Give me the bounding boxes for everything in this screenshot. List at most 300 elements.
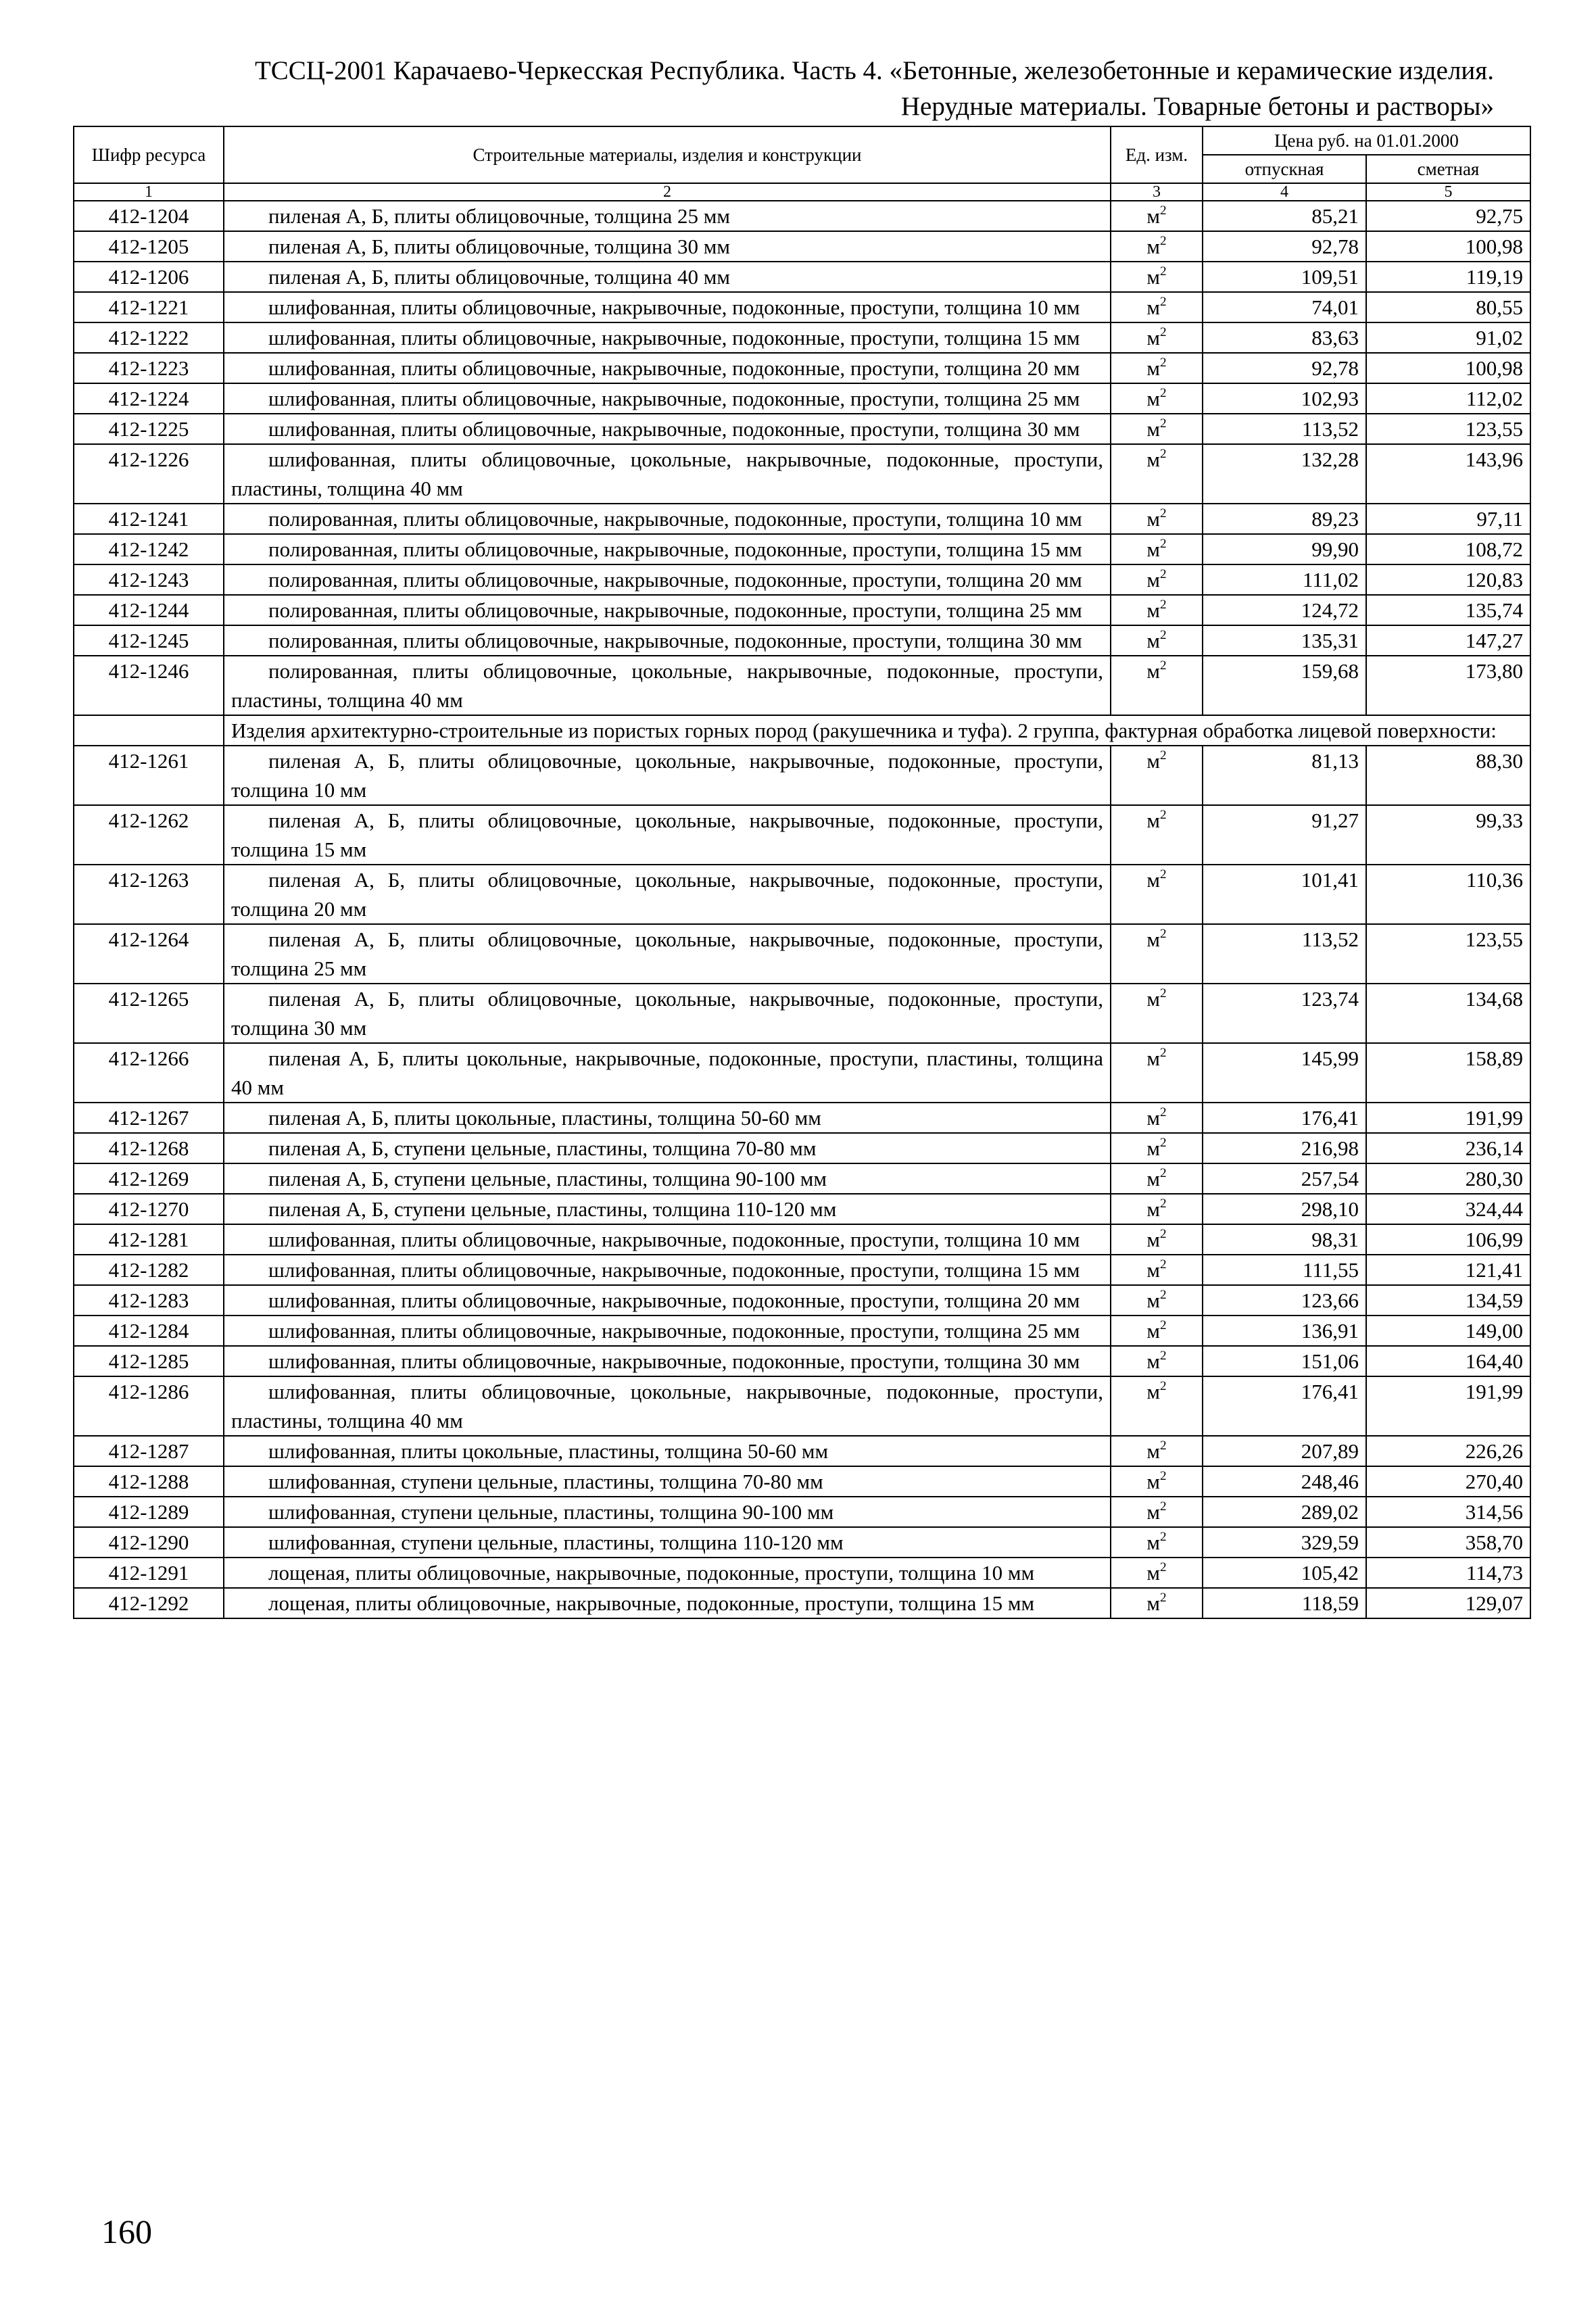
col-number-1: 1	[74, 183, 224, 201]
resource-code: 412-1290	[74, 1527, 224, 1558]
price-release: 92,78	[1203, 231, 1366, 262]
price-estimate: 173,80	[1366, 656, 1530, 715]
price-release: 113,52	[1203, 924, 1366, 984]
table-row	[74, 262, 1530, 292]
price-release: 329,59	[1203, 1527, 1366, 1558]
resource-code: 412-1243	[74, 564, 224, 595]
material-name: пиленая А, Б, ступени цельные, пластины, толщина 90-100 мм	[224, 1163, 1111, 1194]
page-header	[74, 53, 1494, 124]
price-estimate: 358,70	[1366, 1527, 1530, 1558]
unit-label: м	[1146, 1136, 1160, 1160]
price-estimate: 149,00	[1366, 1316, 1530, 1346]
resource-code: 412-1265	[74, 984, 224, 1043]
price-estimate: 134,59	[1366, 1285, 1530, 1316]
price-estimate: 120,83	[1366, 564, 1530, 595]
unit-exponent: 2	[1160, 264, 1167, 279]
table-row	[74, 201, 1530, 231]
unit-exponent: 2	[1160, 658, 1167, 673]
unit-label: м	[1146, 1258, 1160, 1282]
unit-exponent: 2	[1160, 1468, 1167, 1483]
material-name: шлифованная, ступени цельные, пластины, толщина 70-80 мм	[224, 1466, 1111, 1497]
unit-exponent: 2	[1160, 506, 1167, 521]
material-name: лощеная, плиты облицовочные, накрывочные, подоконные, проступи, толщина 15 мм	[224, 1588, 1111, 1618]
price-estimate: 123,55	[1366, 414, 1530, 444]
material-name: шлифованная, плиты облицовочные, накрывочные, подоконные, проступи, толщина 15 мм	[224, 1255, 1111, 1285]
price-release: 92,78	[1203, 353, 1366, 383]
unit-cell	[1111, 1043, 1203, 1103]
price-release: 136,91	[1203, 1316, 1366, 1346]
resource-code: 412-1261	[74, 746, 224, 805]
price-release: 99,90	[1203, 534, 1366, 564]
unit-label: м	[1146, 868, 1160, 892]
unit-exponent: 2	[1160, 1287, 1167, 1302]
table-row	[74, 1043, 1530, 1103]
resource-code: 412-1245	[74, 625, 224, 656]
unit-label: м	[1146, 417, 1160, 441]
material-name: пиленая А, Б, плиты цокольные, накрывочные, подоконные, проступи, пластины, толщина 40 мм	[224, 1043, 1111, 1103]
price-release: 123,66	[1203, 1285, 1366, 1316]
price-release: 289,02	[1203, 1497, 1366, 1527]
price-release: 102,93	[1203, 383, 1366, 414]
unit-cell	[1111, 1376, 1203, 1436]
unit-label: м	[1146, 356, 1160, 380]
resource-code: 412-1282	[74, 1255, 224, 1285]
price-estimate: 129,07	[1366, 1588, 1530, 1618]
resource-code: 412-1225	[74, 414, 224, 444]
price-estimate: 135,74	[1366, 595, 1530, 625]
resource-code: 412-1221	[74, 292, 224, 322]
material-name: пиленая А, Б, ступени цельные, пластины, толщина 110-120 мм	[224, 1194, 1111, 1224]
material-name: шлифованная, плиты облицовочные, цокольные, накрывочные, подоконные, проступи, пластины, толщина 40 мм	[224, 444, 1111, 504]
price-estimate: 99,33	[1366, 805, 1530, 865]
unit-exponent: 2	[1160, 566, 1167, 581]
table-row	[74, 534, 1530, 564]
unit-cell	[1111, 746, 1203, 805]
unit-exponent: 2	[1160, 1135, 1167, 1150]
unit-cell	[1111, 201, 1203, 231]
material-name: пиленая А, Б, плиты облицовочные, цокольные, накрывочные, подоконные, проступи, толщина 30 мм	[224, 984, 1111, 1043]
price-estimate: 121,41	[1366, 1255, 1530, 1285]
table-row	[74, 746, 1530, 805]
price-estimate: 236,14	[1366, 1133, 1530, 1163]
resource-code: 412-1223	[74, 353, 224, 383]
table-row	[74, 595, 1530, 625]
price-estimate: 123,55	[1366, 924, 1530, 984]
unit-label: м	[1146, 1197, 1160, 1221]
resource-code: 412-1266	[74, 1043, 224, 1103]
price-estimate: 80,55	[1366, 292, 1530, 322]
unit-label: м	[1146, 326, 1160, 349]
table-row	[74, 1133, 1530, 1163]
material-name: шлифованная, плиты облицовочные, накрывочные, подоконные, проступи, толщина 15 мм	[224, 322, 1111, 353]
unit-cell	[1111, 1497, 1203, 1527]
unit-exponent: 2	[1160, 748, 1167, 763]
material-name: пиленая А, Б, плиты облицовочные, толщина 30 мм	[224, 231, 1111, 262]
unit-cell	[1111, 656, 1203, 715]
col-number-5: 5	[1366, 183, 1530, 201]
unit-cell	[1111, 1466, 1203, 1497]
unit-cell	[1111, 1436, 1203, 1466]
price-release: 216,98	[1203, 1133, 1366, 1163]
unit-exponent: 2	[1160, 1257, 1167, 1272]
unit-exponent: 2	[1160, 233, 1167, 248]
material-name: полированная, плиты облицовочные, накрывочные, подоконные, проступи, толщина 20 мм	[224, 564, 1111, 595]
unit-label: м	[1146, 568, 1160, 592]
table-row	[74, 383, 1530, 414]
unit-cell	[1111, 924, 1203, 984]
unit-exponent: 2	[1160, 926, 1167, 941]
price-release: 85,21	[1203, 201, 1366, 231]
unit-label: м	[1146, 1530, 1160, 1554]
table-row	[74, 564, 1530, 595]
table-row	[74, 1466, 1530, 1497]
material-name: шлифованная, плиты облицовочные, накрывочные, подоконные, проступи, толщина 25 мм	[224, 1316, 1111, 1346]
price-release: 135,31	[1203, 625, 1366, 656]
price-estimate: 88,30	[1366, 746, 1530, 805]
unit-exponent: 2	[1160, 1438, 1167, 1453]
unit-label: м	[1146, 387, 1160, 410]
price-estimate: 97,11	[1366, 504, 1530, 534]
unit-label: м	[1146, 1228, 1160, 1251]
price-estimate: 119,19	[1366, 262, 1530, 292]
resource-code: 412-1283	[74, 1285, 224, 1316]
unit-label: м	[1146, 1380, 1160, 1403]
table-row	[74, 414, 1530, 444]
unit-cell	[1111, 322, 1203, 353]
material-name: шлифованная, плиты цокольные, пластины, толщина 50-60 мм	[224, 1436, 1111, 1466]
unit-cell	[1111, 383, 1203, 414]
material-name: полированная, плиты облицовочные, накрывочные, подоконные, проступи, толщина 25 мм	[224, 595, 1111, 625]
unit-exponent: 2	[1160, 1318, 1167, 1332]
price-release: 257,54	[1203, 1163, 1366, 1194]
header-line-1: ТССЦ-2001 Карачаево-Черкесская Республика. Часть 4. «Бетонные, железобетонные и керамические изделия.	[254, 56, 1494, 85]
unit-label: м	[1146, 987, 1160, 1011]
unit-cell	[1111, 1133, 1203, 1163]
price-release: 151,06	[1203, 1346, 1366, 1376]
table-row	[74, 1103, 1530, 1133]
unit-label: м	[1146, 1319, 1160, 1343]
unit-label: м	[1146, 1106, 1160, 1130]
unit-exponent: 2	[1160, 867, 1167, 882]
price-release: 123,74	[1203, 984, 1366, 1043]
table-row	[74, 1255, 1530, 1285]
unit-label: м	[1146, 537, 1160, 561]
unit-exponent: 2	[1160, 1348, 1167, 1363]
unit-label: м	[1146, 507, 1160, 531]
unit-label: м	[1146, 749, 1160, 773]
price-estimate: 100,98	[1366, 231, 1530, 262]
unit-exponent: 2	[1160, 355, 1167, 370]
price-release: 207,89	[1203, 1436, 1366, 1466]
resource-code: 412-1291	[74, 1558, 224, 1588]
unit-exponent: 2	[1160, 1165, 1167, 1180]
unit-cell	[1111, 595, 1203, 625]
table-row	[74, 1224, 1530, 1255]
price-estimate: 100,98	[1366, 353, 1530, 383]
resource-code: 412-1205	[74, 231, 224, 262]
price-estimate: 110,36	[1366, 865, 1530, 924]
resource-code: 412-1269	[74, 1163, 224, 1194]
table-row	[74, 865, 1530, 924]
unit-exponent: 2	[1160, 1378, 1167, 1393]
table-row	[74, 292, 1530, 322]
unit-label: м	[1146, 659, 1160, 683]
unit-label: м	[1146, 1500, 1160, 1524]
unit-cell	[1111, 564, 1203, 595]
unit-cell	[1111, 1224, 1203, 1255]
group-title: Изделия архитектурно-строительные из пористых горных пород (ракушечника и туфа). 2 группа, фактурная обработка лицевой поверхности:	[224, 715, 1530, 746]
unit-cell	[1111, 805, 1203, 865]
unit-label: м	[1146, 1046, 1160, 1070]
unit-exponent: 2	[1160, 416, 1167, 431]
material-name: пиленая А, Б, плиты облицовочные, цокольные, накрывочные, подоконные, проступи, толщина 20 мм	[224, 865, 1111, 924]
material-name: пиленая А, Б, плиты облицовочные, цокольные, накрывочные, подоконные, проступи, толщина 15 мм	[224, 805, 1111, 865]
resource-code: 412-1204	[74, 201, 224, 231]
resource-code: 412-1244	[74, 595, 224, 625]
resource-code: 412-1287	[74, 1436, 224, 1466]
unit-label: м	[1146, 598, 1160, 622]
unit-cell	[1111, 534, 1203, 564]
table-row	[74, 1588, 1530, 1618]
group-code-cell	[74, 715, 224, 746]
resource-code: 412-1286	[74, 1376, 224, 1436]
table-row	[74, 1527, 1530, 1558]
resource-code: 412-1281	[74, 1224, 224, 1255]
material-name: пиленая А, Б, плиты облицовочные, цокольные, накрывочные, подоконные, проступи, толщина 25 мм	[224, 924, 1111, 984]
resource-code: 412-1288	[74, 1466, 224, 1497]
unit-exponent: 2	[1160, 385, 1167, 400]
price-release: 81,13	[1203, 746, 1366, 805]
resource-code: 412-1292	[74, 1588, 224, 1618]
unit-cell	[1111, 444, 1203, 504]
table-row	[74, 625, 1530, 656]
material-name: пиленая А, Б, плиты облицовочные, толщина 25 мм	[224, 201, 1111, 231]
unit-cell	[1111, 1558, 1203, 1588]
resource-code: 412-1268	[74, 1133, 224, 1163]
unit-label: м	[1146, 927, 1160, 951]
page-number: 160	[101, 2213, 152, 2250]
price-estimate: 112,02	[1366, 383, 1530, 414]
col-header-price-release: отпускная	[1203, 155, 1366, 183]
resource-code: 412-1263	[74, 865, 224, 924]
table-row	[74, 231, 1530, 262]
table-row	[74, 1436, 1530, 1466]
col-header-name: Строительные материалы, изделия и конструкции	[224, 126, 1111, 183]
resource-code: 412-1242	[74, 534, 224, 564]
resource-code: 412-1241	[74, 504, 224, 534]
price-release: 113,52	[1203, 414, 1366, 444]
unit-label: м	[1146, 295, 1160, 319]
price-release: 248,46	[1203, 1466, 1366, 1497]
unit-exponent: 2	[1160, 536, 1167, 551]
price-estimate: 92,75	[1366, 201, 1530, 231]
unit-exponent: 2	[1160, 1529, 1167, 1544]
unit-cell	[1111, 231, 1203, 262]
table-row	[74, 353, 1530, 383]
material-name: шлифованная, ступени цельные, пластины, толщина 90-100 мм	[224, 1497, 1111, 1527]
material-name: шлифованная, плиты облицовочные, накрывочные, подоконные, проступи, толщина 20 мм	[224, 1285, 1111, 1316]
price-estimate: 314,56	[1366, 1497, 1530, 1527]
material-name: полированная, плиты облицовочные, цокольные, накрывочные, подоконные, проступи, пластины, толщина 40 мм	[224, 656, 1111, 715]
table-row	[74, 1346, 1530, 1376]
price-release: 98,31	[1203, 1224, 1366, 1255]
unit-exponent: 2	[1160, 627, 1167, 642]
unit-label: м	[1146, 1470, 1160, 1493]
table-header	[74, 126, 1530, 201]
price-estimate: 147,27	[1366, 625, 1530, 656]
unit-cell	[1111, 353, 1203, 383]
price-estimate: 270,40	[1366, 1466, 1530, 1497]
price-release: 83,63	[1203, 322, 1366, 353]
unit-cell	[1111, 414, 1203, 444]
unit-cell	[1111, 865, 1203, 924]
unit-exponent: 2	[1160, 1105, 1167, 1119]
unit-label: м	[1146, 265, 1160, 289]
material-name: шлифованная, плиты облицовочные, накрывочные, подоконные, проступи, толщина 25 мм	[224, 383, 1111, 414]
material-name: шлифованная, плиты облицовочные, накрывочные, подоконные, проступи, толщина 30 мм	[224, 1346, 1111, 1376]
unit-exponent: 2	[1160, 1226, 1167, 1241]
unit-label: м	[1146, 204, 1160, 228]
resource-code: 412-1222	[74, 322, 224, 353]
resource-code: 412-1262	[74, 805, 224, 865]
unit-exponent: 2	[1160, 203, 1167, 218]
unit-label: м	[1146, 629, 1160, 652]
price-estimate: 280,30	[1366, 1163, 1530, 1194]
unit-exponent: 2	[1160, 1590, 1167, 1605]
unit-cell	[1111, 1255, 1203, 1285]
material-name: полированная, плиты облицовочные, накрывочные, подоконные, проступи, толщина 15 мм	[224, 534, 1111, 564]
material-name: шлифованная, плиты облицовочные, накрывочные, подоконные, проступи, толщина 10 мм	[224, 292, 1111, 322]
table-row	[74, 1194, 1530, 1224]
unit-label: м	[1146, 1349, 1160, 1373]
table-row	[74, 1497, 1530, 1527]
unit-label: м	[1146, 1591, 1160, 1615]
unit-label: м	[1146, 448, 1160, 471]
table-row	[74, 504, 1530, 534]
col-header-code: Шифр ресурса	[74, 126, 224, 183]
unit-cell	[1111, 1316, 1203, 1346]
material-name: лощеная, плиты облицовочные, накрывочные, подоконные, проступи, толщина 10 мм	[224, 1558, 1111, 1588]
price-release: 145,99	[1203, 1043, 1366, 1103]
unit-cell	[1111, 984, 1203, 1043]
col-header-price-estimate: сметная	[1366, 155, 1530, 183]
table-row	[74, 924, 1530, 984]
price-release: 159,68	[1203, 656, 1366, 715]
resource-code: 412-1267	[74, 1103, 224, 1133]
material-name: шлифованная, плиты облицовочные, накрывочные, подоконные, проступи, толщина 30 мм	[224, 414, 1111, 444]
price-release: 91,27	[1203, 805, 1366, 865]
price-estimate: 191,99	[1366, 1103, 1530, 1133]
resource-code: 412-1289	[74, 1497, 224, 1527]
unit-exponent: 2	[1160, 446, 1167, 461]
resource-code: 412-1270	[74, 1194, 224, 1224]
price-release: 124,72	[1203, 595, 1366, 625]
header-line-2: Нерудные материалы. Товарные бетоны и растворы»	[900, 92, 1494, 121]
unit-exponent: 2	[1160, 986, 1167, 1000]
unit-cell	[1111, 262, 1203, 292]
unit-label: м	[1146, 1561, 1160, 1585]
unit-cell	[1111, 1194, 1203, 1224]
unit-label: м	[1146, 1167, 1160, 1190]
resource-code: 412-1285	[74, 1346, 224, 1376]
material-name: шлифованная, плиты облицовочные, цокольные, накрывочные, подоконные, проступи, пластины, толщина 40 мм	[224, 1376, 1111, 1436]
unit-cell	[1111, 1527, 1203, 1558]
col-header-price: Цена руб. на 01.01.2000	[1203, 126, 1530, 155]
unit-exponent: 2	[1160, 1499, 1167, 1514]
resource-code: 412-1226	[74, 444, 224, 504]
resource-code: 412-1246	[74, 656, 224, 715]
unit-exponent: 2	[1160, 1560, 1167, 1574]
material-name: полированная, плиты облицовочные, накрывочные, подоконные, проступи, толщина 10 мм	[224, 504, 1111, 534]
price-estimate: 324,44	[1366, 1194, 1530, 1224]
table-group-row	[74, 715, 1530, 746]
unit-label: м	[1146, 1288, 1160, 1312]
table-row	[74, 1285, 1530, 1316]
price-estimate: 143,96	[1366, 444, 1530, 504]
resource-code: 412-1224	[74, 383, 224, 414]
unit-cell	[1111, 1346, 1203, 1376]
col-header-unit: Ед. изм.	[1111, 126, 1203, 183]
table-row	[74, 984, 1530, 1043]
unit-cell	[1111, 625, 1203, 656]
unit-exponent: 2	[1160, 597, 1167, 612]
resource-code: 412-1264	[74, 924, 224, 984]
material-name: полированная, плиты облицовочные, накрывочные, подоконные, проступи, толщина 30 мм	[224, 625, 1111, 656]
unit-label: м	[1146, 235, 1160, 258]
table-row	[74, 1163, 1530, 1194]
material-name: шлифованная, плиты облицовочные, накрывочные, подоконные, проступи, толщина 10 мм	[224, 1224, 1111, 1255]
unit-cell	[1111, 504, 1203, 534]
price-estimate: 191,99	[1366, 1376, 1530, 1436]
unit-cell	[1111, 1103, 1203, 1133]
unit-exponent: 2	[1160, 807, 1167, 822]
col-number-3: 3	[1111, 183, 1203, 201]
table-row	[74, 322, 1530, 353]
unit-exponent: 2	[1160, 1196, 1167, 1211]
price-release: 109,51	[1203, 262, 1366, 292]
unit-cell	[1111, 1163, 1203, 1194]
price-estimate: 164,40	[1366, 1346, 1530, 1376]
material-name: пиленая А, Б, плиты облицовочные, цокольные, накрывочные, подоконные, проступи, толщина 10 мм	[224, 746, 1111, 805]
material-name: пиленая А, Б, плиты облицовочные, толщина 40 мм	[224, 262, 1111, 292]
price-estimate: 226,26	[1366, 1436, 1530, 1466]
col-number-2: 2	[224, 183, 1111, 201]
material-name: пиленая А, Б, плиты цокольные, пластины, толщина 50-60 мм	[224, 1103, 1111, 1133]
resource-code: 412-1284	[74, 1316, 224, 1346]
unit-cell	[1111, 1588, 1203, 1618]
price-release: 74,01	[1203, 292, 1366, 322]
unit-label: м	[1146, 1439, 1160, 1463]
unit-cell	[1111, 1285, 1203, 1316]
price-estimate: 108,72	[1366, 534, 1530, 564]
price-release: 176,41	[1203, 1376, 1366, 1436]
unit-exponent: 2	[1160, 294, 1167, 309]
price-table	[73, 126, 1531, 1619]
price-estimate: 134,68	[1366, 984, 1530, 1043]
price-release: 132,28	[1203, 444, 1366, 504]
price-estimate: 114,73	[1366, 1558, 1530, 1588]
material-name: пиленая А, Б, ступени цельные, пластины, толщина 70-80 мм	[224, 1133, 1111, 1163]
table-row	[74, 1558, 1530, 1588]
table-row	[74, 1316, 1530, 1346]
price-estimate: 158,89	[1366, 1043, 1530, 1103]
table-row	[74, 1376, 1530, 1436]
material-name: шлифованная, ступени цельные, пластины, толщина 110-120 мм	[224, 1527, 1111, 1558]
price-release: 176,41	[1203, 1103, 1366, 1133]
price-release: 101,41	[1203, 865, 1366, 924]
material-name: шлифованная, плиты облицовочные, накрывочные, подоконные, проступи, толщина 20 мм	[224, 353, 1111, 383]
table-row	[74, 656, 1530, 715]
